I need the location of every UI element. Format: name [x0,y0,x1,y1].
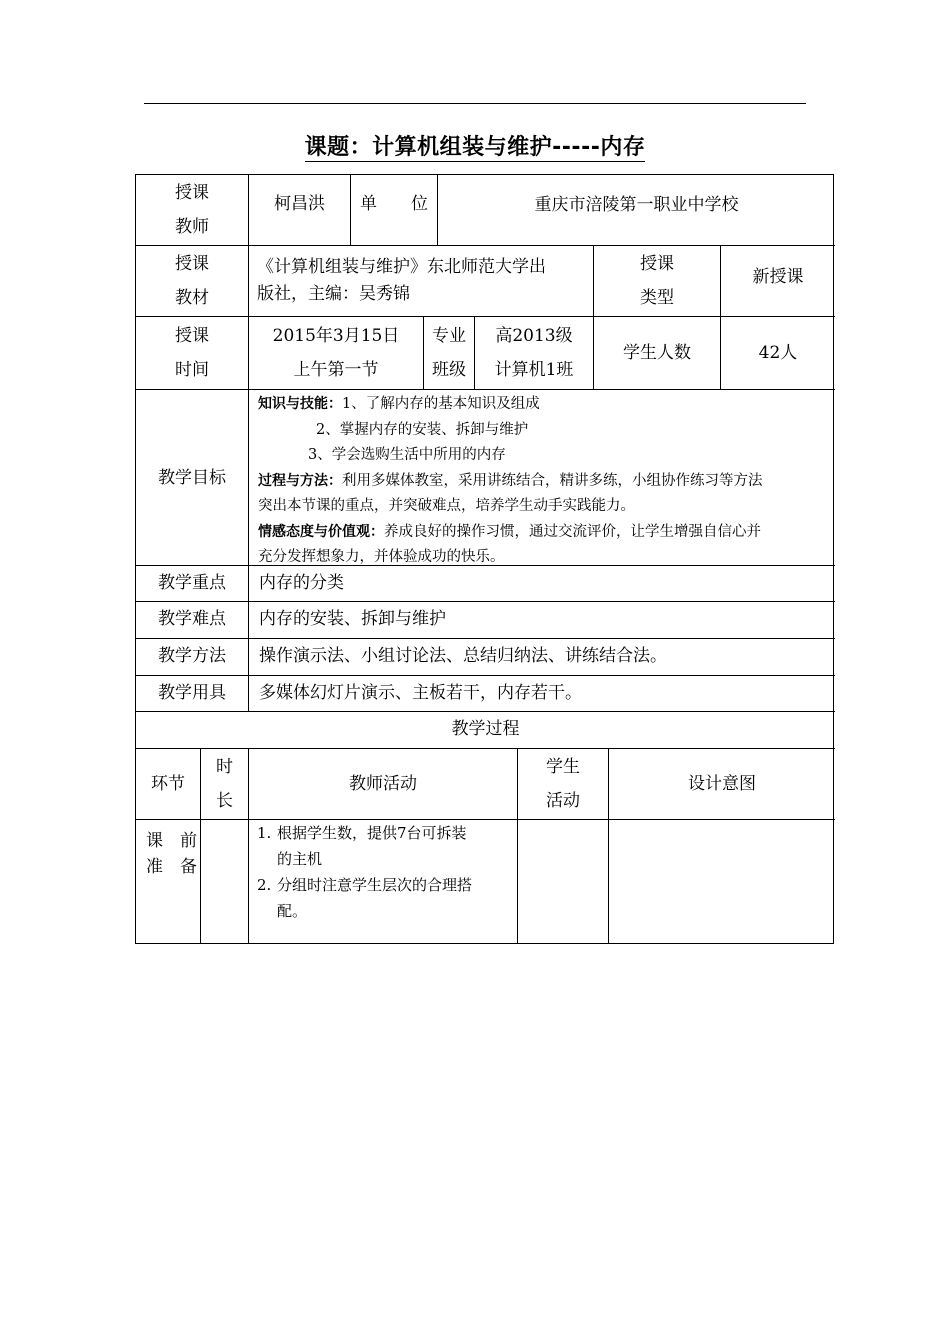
knowledge-line-1: 知识与技能：1、了解内存的基本知识及组成 [258,396,540,412]
key-point-label: 教学重点 [136,566,249,602]
students-value: 42人 [721,317,835,390]
process-line-2: 突出本节课的重点，并突破难点，培养学生动手实践能力。 [258,498,635,514]
teacher-name: 柯昌洪 [249,175,351,246]
emotion-line-2: 充分发挥想象力，并体验成功的快乐。 [258,549,505,565]
type-value: 新授课 [721,246,835,317]
col-time: 时 长 [201,749,249,820]
process-line-1: 过程与方法：利用多媒体教室，采用讲练结合，精讲多练，小组协作练习等方法 [258,472,763,489]
emotion-line-1: 情感态度与价值观：养成良好的操作习惯，通过交流评价，让学生增强自信心并 [258,523,761,540]
teacher-activity-cell [249,820,518,944]
lesson-plan-table [135,174,834,944]
knowledge-line-3: 3、学会选购生活中所用的内存 [308,447,506,463]
col-design: 设计意图 [609,749,835,820]
teacher-label: 授课 教师 [136,175,249,246]
unit-label: 单 位 [351,175,438,246]
tools-label: 教学用具 [136,676,249,712]
unit-value: 重庆市涪陵第一职业中学校 [438,175,835,246]
design-intent-cell [609,820,835,944]
textbook-label: 授课 教材 [136,246,249,317]
page-title: 课题：计算机组装与维护-----内存 [304,135,646,160]
tools-value: 多媒体幻灯片演示、主板若干，内存若干。 [249,676,835,712]
activity-item: 2. 分组时注意学生层次的合理搭 配。 [257,876,473,920]
time-cell [201,820,249,944]
stage-cell: 课 前 准 备 [136,820,201,944]
textbook-value: 《计算机组装与维护》东北师范大学出 版社，主编：吴秀锦 [249,246,594,317]
method-label: 教学方法 [136,639,249,676]
difficulty-label: 教学难点 [136,602,249,639]
goals-label: 教学目标 [136,390,249,566]
class-label: 专业 班级 [424,317,475,390]
goals-content [249,390,835,566]
difficulty-value: 内存的安装、拆卸与维护 [249,602,835,639]
knowledge-line-2: 2、掌握内存的安装、拆卸与维护 [316,421,529,438]
key-point-value: 内存的分类 [249,566,835,602]
student-activity-cell [518,820,609,944]
students-label: 学生人数 [594,317,721,390]
time-value: 2015年3月15日 上午第一节 [249,317,424,390]
time-label: 授课 时间 [136,317,249,390]
header-rule [144,103,806,104]
col-student: 学生 活动 [518,749,609,820]
process-heading: 教学过程 [136,712,835,749]
type-label: 授课 类型 [594,246,721,317]
activity-item: 1. 根据学生数，提供7台可拆装 的主机 [257,824,467,868]
teacher-activity-list [249,820,517,924]
col-teacher: 教师活动 [249,749,518,820]
col-stage: 环节 [136,749,201,820]
class-value: 高2013级 计算机1班 [475,317,594,390]
method-value: 操作演示法、小组讨论法、总结归纳法、讲练结合法。 [249,639,835,676]
